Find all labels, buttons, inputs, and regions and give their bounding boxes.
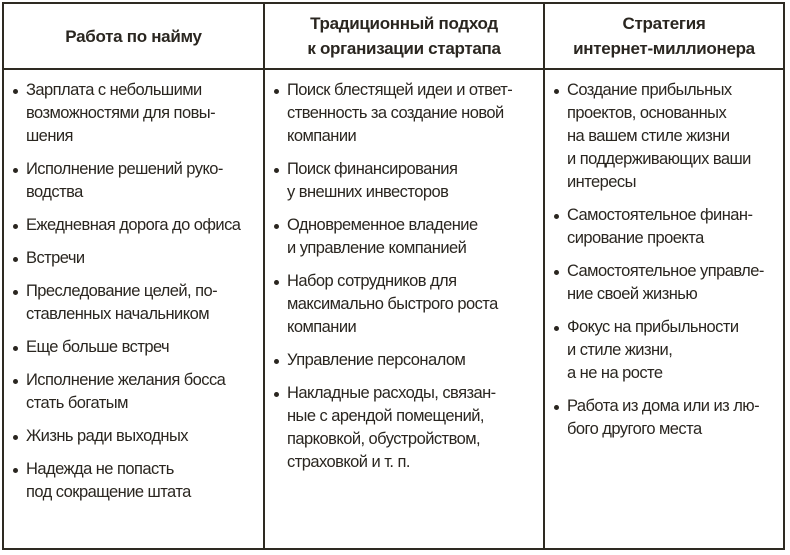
header-internet-millionaire	[545, 4, 783, 70]
header-traditional-startup	[265, 4, 545, 70]
list-item: Фокус на прибыльности и стиле жизни, а не на росте	[553, 316, 777, 385]
list-item: Еще больше встреч	[12, 336, 257, 359]
bullet-list	[273, 79, 537, 474]
header-employment	[4, 4, 265, 70]
list-item: Поиск блестящей идеи и ответ- ственность за создание новой компании	[273, 79, 537, 148]
comparison-table	[2, 2, 785, 550]
list-item: Самостоятельное финан- сирование проекта	[553, 204, 777, 250]
header-text: Традиционный подход к организации стартапа	[307, 14, 501, 58]
list-item: Преследование целей, по- ставленных начальником	[12, 280, 257, 326]
list-item: Встречи	[12, 247, 257, 270]
bullet-list	[12, 79, 257, 504]
column-internet-millionaire	[545, 70, 783, 548]
list-item: Ежедневная дорога до офиса	[12, 214, 257, 237]
list-item: Управление персоналом	[273, 349, 537, 372]
list-item: Поиск финансирования у внешних инвесторов	[273, 158, 537, 204]
column-employment	[4, 70, 265, 548]
list-item: Работа из дома или из лю- бого другого места	[553, 395, 777, 441]
list-item: Накладные расходы, связан- ные с арендой помещений, парковкой, обустройством, страховкой и т. п.	[273, 382, 537, 474]
header-text: Работа по найму	[65, 26, 202, 46]
list-item: Зарплата с небольшими возможностями для повы- шения	[12, 79, 257, 148]
list-item: Надежда не попасть под сокращение штата	[12, 458, 257, 504]
column-traditional-startup	[265, 70, 545, 548]
bullet-list	[553, 79, 777, 441]
list-item: Исполнение решений руко- водства	[12, 158, 257, 204]
header-text: Стратегия интернет-миллионера	[573, 14, 755, 58]
list-item: Набор сотрудников для максимально быстрого роста компании	[273, 270, 537, 339]
list-item: Жизнь ради выходных	[12, 425, 257, 448]
list-item: Исполнение желания босса стать богатым	[12, 369, 257, 415]
list-item: Создание прибыльных проектов, основанных на вашем стиле жизни и поддерживающих ваши интересы	[553, 79, 777, 194]
list-item: Самостоятельное управле- ние своей жизнью	[553, 260, 777, 306]
list-item: Одновременное владение и управление компанией	[273, 214, 537, 260]
